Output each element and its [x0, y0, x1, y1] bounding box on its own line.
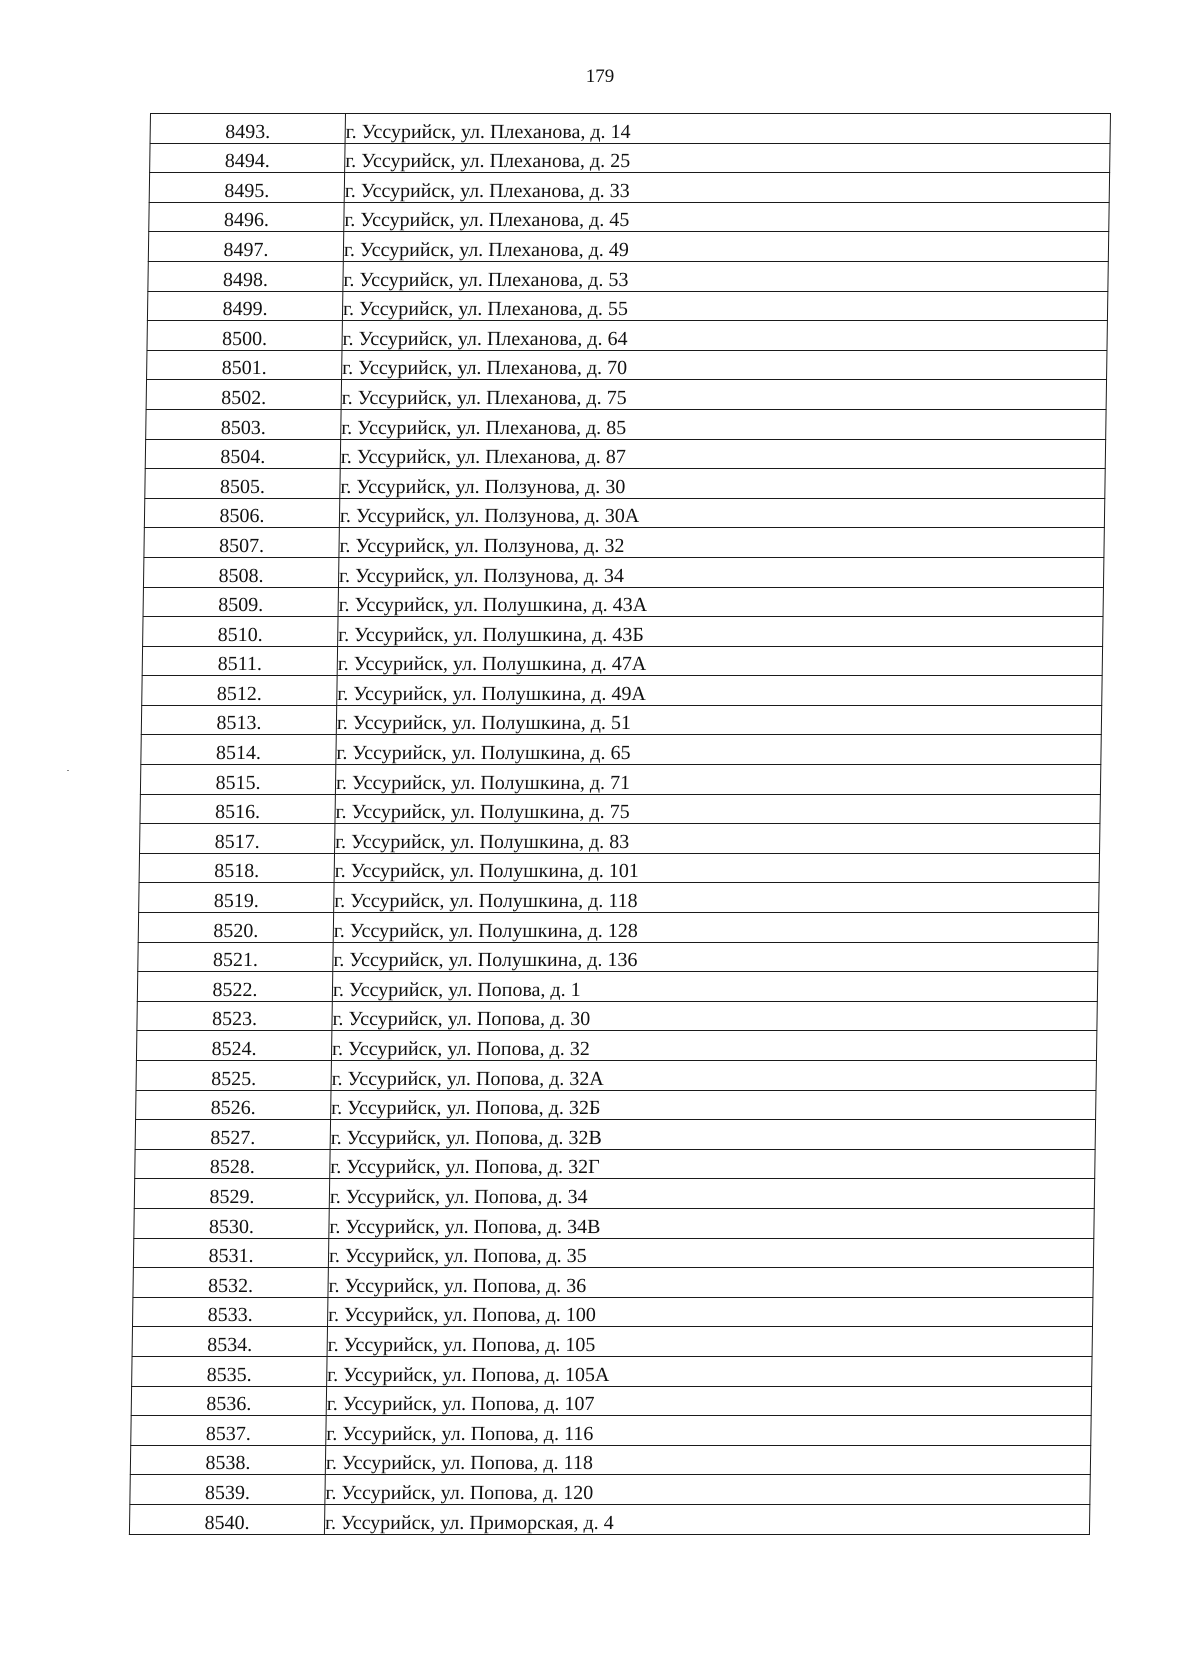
address-cell: г. Уссурийск, ул. Попова, д. 105А [327, 1356, 1092, 1386]
address-cell: г. Уссурийск, ул. Полушкина, д. 47А [337, 646, 1102, 676]
table-row [140, 824, 1100, 854]
row-number-cell: 8517. [140, 824, 335, 854]
table-row [147, 350, 1107, 380]
table-row [132, 1297, 1092, 1327]
address-cell: г. Уссурийск, ул. Плеханова, д. 53 [343, 261, 1108, 291]
table-row [143, 557, 1103, 587]
address-cell: г. Уссурийск, ул. Приморская, д. 4 [324, 1504, 1089, 1534]
table-row [133, 1238, 1093, 1268]
table-row [134, 1179, 1094, 1209]
table-row [141, 735, 1101, 765]
address-cell: г. Уссурийск, ул. Попова, д. 118 [325, 1445, 1090, 1475]
address-cell: г. Уссурийск, ул. Полушкина, д. 65 [336, 735, 1101, 765]
row-number-cell: 8523. [137, 1001, 332, 1031]
table-row [149, 202, 1109, 232]
table-row [135, 1120, 1095, 1150]
row-number-cell: 8528. [135, 1149, 330, 1179]
row-number-cell: 8501. [147, 350, 342, 380]
row-number-cell: 8526. [136, 1090, 331, 1120]
address-cell: г. Уссурийск, ул. Полушкина, д. 83 [335, 824, 1100, 854]
scan-speck [67, 770, 69, 771]
row-number-cell: 8507. [144, 528, 339, 558]
table-row [139, 883, 1099, 913]
row-number-cell: 8496. [149, 202, 344, 232]
address-cell: г. Уссурийск, ул. Попова, д. 34В [329, 1208, 1094, 1238]
row-number-cell: 8518. [139, 853, 334, 883]
address-cell: г. Уссурийск, ул. Плеханова, д. 55 [342, 291, 1107, 321]
address-cell: г. Уссурийск, ул. Полушкина, д. 51 [336, 705, 1101, 735]
row-number-cell: 8515. [140, 765, 335, 795]
table-row [131, 1416, 1091, 1446]
address-cell: г. Уссурийск, ул. Плеханова, д. 33 [344, 173, 1109, 203]
row-number-cell: 8524. [136, 1031, 331, 1061]
table-row [144, 528, 1104, 558]
address-cell: г. Уссурийск, ул. Плеханова, д. 70 [342, 350, 1107, 380]
address-cell: г. Уссурийск, ул. Полушкина, д. 128 [333, 913, 1098, 943]
row-number-cell: 8536. [131, 1386, 326, 1416]
address-cell: г. Уссурийск, ул. Попова, д. 36 [328, 1268, 1093, 1298]
address-cell: г. Уссурийск, ул. Плеханова, д. 14 [345, 114, 1110, 144]
address-cell: г. Уссурийск, ул. Плеханова, д. 64 [342, 321, 1107, 351]
address-cell: г. Уссурийск, ул. Попова, д. 32А [331, 1061, 1096, 1091]
address-cell: г. Уссурийск, ул. Полушкина, д. 49А [337, 676, 1102, 706]
address-cell: г. Уссурийск, ул. Плеханова, д. 49 [343, 232, 1108, 262]
table-row [132, 1356, 1092, 1386]
row-number-cell: 8538. [130, 1445, 325, 1475]
table-row [136, 1061, 1096, 1091]
address-cell: г. Уссурийск, ул. Попова, д. 32В [330, 1120, 1095, 1150]
address-cell: г. Уссурийск, ул. Ползунова, д. 32 [339, 528, 1104, 558]
row-number-cell: 8500. [147, 321, 342, 351]
table-row [147, 291, 1107, 321]
table-row [145, 439, 1105, 469]
row-number-cell: 8539. [130, 1475, 325, 1505]
address-cell: г. Уссурийск, ул. Попова, д. 107 [326, 1386, 1091, 1416]
table-row [149, 173, 1109, 203]
table-row [146, 409, 1106, 439]
address-cell: г. Уссурийск, ул. Попова, д. 34 [329, 1179, 1094, 1209]
row-number-cell: 8497. [148, 232, 343, 262]
table-row [137, 972, 1097, 1002]
address-cell: г. Уссурийск, ул. Плеханова, д. 45 [344, 202, 1109, 232]
table-row [129, 1504, 1089, 1534]
row-number-cell: 8512. [142, 676, 337, 706]
row-number-cell: 8493. [150, 114, 345, 144]
row-number-cell: 8540. [129, 1504, 324, 1534]
address-cell: г. Уссурийск, ул. Плеханова, д. 25 [345, 143, 1110, 173]
address-table-body [129, 114, 1110, 1535]
address-cell: г. Уссурийск, ул. Плеханова, д. 75 [341, 380, 1106, 410]
address-cell: г. Уссурийск, ул. Ползунова, д. 30 [340, 469, 1105, 499]
row-number-cell: 8521. [138, 942, 333, 972]
table-row [148, 261, 1108, 291]
table-row [136, 1031, 1096, 1061]
table-row [138, 913, 1098, 943]
address-cell: г. Уссурийск, ул. Попова, д. 32Г [330, 1149, 1095, 1179]
row-number-cell: 8533. [132, 1297, 327, 1327]
row-number-cell: 8530. [134, 1208, 329, 1238]
address-cell: г. Уссурийск, ул. Полушкина, д. 43А [338, 587, 1103, 617]
table-row [130, 1445, 1090, 1475]
row-number-cell: 8522. [137, 972, 332, 1002]
table-row [134, 1208, 1094, 1238]
table-row [140, 794, 1100, 824]
row-number-cell: 8508. [143, 557, 338, 587]
table-row [136, 1090, 1096, 1120]
table-row [141, 705, 1101, 735]
row-number-cell: 8534. [132, 1327, 327, 1357]
row-number-cell: 8514. [141, 735, 336, 765]
address-cell: г. Уссурийск, ул. Полушкина, д. 118 [334, 883, 1099, 913]
address-cell: г. Уссурийск, ул. Плеханова, д. 87 [340, 439, 1105, 469]
row-number-cell: 8529. [134, 1179, 329, 1209]
table-row [135, 1149, 1095, 1179]
row-number-cell: 8509. [143, 587, 338, 617]
row-number-cell: 8495. [149, 173, 344, 203]
address-cell: г. Уссурийск, ул. Попова, д. 32 [331, 1031, 1096, 1061]
table-row [150, 114, 1110, 144]
table-row [146, 380, 1106, 410]
address-cell: г. Уссурийск, ул. Ползунова, д. 34 [338, 557, 1103, 587]
table-row [132, 1327, 1092, 1357]
address-cell: г. Уссурийск, ул. Попова, д. 35 [328, 1238, 1093, 1268]
row-number-cell: 8498. [148, 261, 343, 291]
address-cell: г. Уссурийск, ул. Ползунова, д. 30А [339, 498, 1104, 528]
table-row [147, 321, 1107, 351]
table-row [148, 232, 1108, 262]
row-number-cell: 8520. [138, 913, 333, 943]
row-number-cell: 8513. [141, 705, 336, 735]
row-number-cell: 8511. [142, 646, 337, 676]
table-row [130, 1475, 1090, 1505]
row-number-cell: 8519. [139, 883, 334, 913]
row-number-cell: 8505. [145, 469, 340, 499]
row-number-cell: 8494. [150, 143, 345, 173]
row-number-cell: 8503. [146, 409, 341, 439]
table-row [145, 469, 1105, 499]
table-row [138, 942, 1098, 972]
row-number-cell: 8525. [136, 1061, 331, 1091]
address-cell: г. Уссурийск, ул. Попова, д. 105 [327, 1327, 1092, 1357]
table-row [143, 587, 1103, 617]
row-number-cell: 8532. [133, 1268, 328, 1298]
address-cell: г. Уссурийск, ул. Попова, д. 116 [326, 1416, 1091, 1446]
table-row [142, 646, 1102, 676]
address-cell: г. Уссурийск, ул. Полушкина, д. 71 [335, 765, 1100, 795]
row-number-cell: 8527. [135, 1120, 330, 1150]
page-number: 179 [585, 66, 615, 87]
table-row [131, 1386, 1091, 1416]
row-number-cell: 8516. [140, 794, 335, 824]
address-cell: г. Уссурийск, ул. Полушкина, д. 43Б [338, 617, 1103, 647]
table-row [144, 498, 1104, 528]
table-row [140, 765, 1100, 795]
table-row [150, 143, 1110, 173]
table-row [133, 1268, 1093, 1298]
address-cell: г. Уссурийск, ул. Попова, д. 100 [327, 1297, 1092, 1327]
row-number-cell: 8531. [133, 1238, 328, 1268]
address-cell: г. Уссурийск, ул. Полушкина, д. 101 [334, 853, 1099, 883]
address-cell: г. Уссурийск, ул. Попова, д. 32Б [331, 1090, 1096, 1120]
table-row [143, 617, 1103, 647]
row-number-cell: 8499. [147, 291, 342, 321]
row-number-cell: 8535. [132, 1356, 327, 1386]
row-number-cell: 8504. [145, 439, 340, 469]
row-number-cell: 8510. [143, 617, 338, 647]
row-number-cell: 8506. [144, 498, 339, 528]
table-row [139, 853, 1099, 883]
address-cell: г. Уссурийск, ул. Плеханова, д. 85 [341, 409, 1106, 439]
address-cell: г. Уссурийск, ул. Попова, д. 120 [325, 1475, 1090, 1505]
address-cell: г. Уссурийск, ул. Полушкина, д. 75 [335, 794, 1100, 824]
table-row [137, 1001, 1097, 1031]
row-number-cell: 8537. [131, 1416, 326, 1446]
address-table [129, 113, 1111, 1535]
table-row [142, 676, 1102, 706]
address-cell: г. Уссурийск, ул. Полушкина, д. 136 [333, 942, 1098, 972]
row-number-cell: 8502. [146, 380, 341, 410]
address-cell: г. Уссурийск, ул. Попова, д. 30 [332, 1001, 1097, 1031]
address-cell: г. Уссурийск, ул. Попова, д. 1 [332, 972, 1097, 1002]
address-table-container [129, 113, 1111, 1535]
